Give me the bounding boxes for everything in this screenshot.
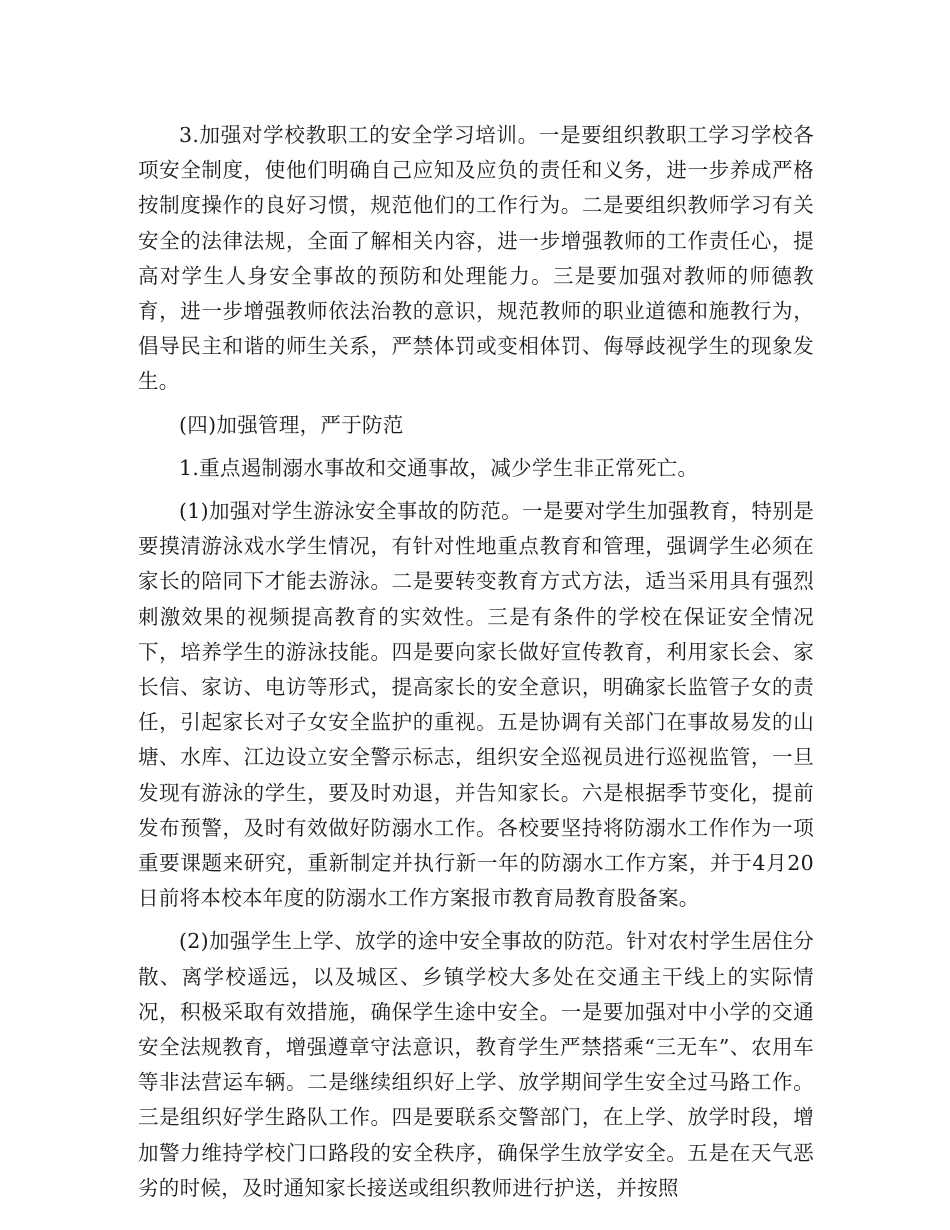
document-body (138, 118, 814, 1214)
paragraph-accident-prevention: 1.重点遏制溺水事故和交通事故，减少学生非正常死亡。 (179, 455, 699, 480)
paragraph-staff-training: 3.加强对学校教职工的安全学习培训。一是要组织教职工学习学校各项安全制度，使他们明确自己应知及应负的责任和义务，进一步养成严格按制度操作的良好习惯，规范他们的工作行为。二是要组织教师学习有关安全的法律法规，全面了解相关内容，进一步增强教师的工作责任心，提高对学生人身安全事故的预防和处理能力。三是要加强对教师的师德教育，进一步增强教师依法治教的意识，规范教师的职业道德和施教行为，倡导民主和谐的师生关系，严禁体罚或变相体罚、侮辱歧视学生的现象发生。 (138, 123, 814, 394)
paragraph-commute-safety: (2)加强学生上学、放学的途中安全事故的防范。针对农村学生居住分散、离学校遥远，以及城区、乡镇学校大多处在交通主干线上的实际情况，积极采取有效措施，确保学生途中安全。一是要加强对中小学的交通安全法规教育，增强遵章守法意识，教育学生严禁搭乘“三无车”、农用车等非法营运车辆。二是继续组织好上学、放学期间学生安全过马路工作。三是组织好学生路队工作。四是要联系交警部门，在上学、放学时段，增加警力维持学校门口路段的安全秩序，确保学生放学安全。五是在天气恶劣的时候，及时通知家长接送或组织教师进行护送，并按照 (138, 929, 814, 1200)
section-heading-management: (四)加强管理，严于防范 (179, 412, 404, 437)
paragraph-swimming-safety: (1)加强对学生游泳安全事故的防范。一是要对学生加强教育，特别是要摸清游泳戏水学生情况，有针对性地重点教育和管理，强调学生必须在家长的陪同下才能去游泳。二是要转变教育方式方法，适当采用具有强烈刺激效果的视频提高教育的实效性。三是有条件的学校在保证安全情况下，培养学生的游泳技能。四是要向家长做好宣传教育，利用家长会、家长信、家访、电访等形式，提高家长的安全意识，明确家长监管子女的责任，引起家长对子女安全监护的重视。五是协调有关部门在事故易发的山塘、水库、江边设立安全警示标志，组织安全巡视员进行巡视监管，一旦发现有游泳的学生，要及时劝退，并告知家长。六是根据季节变化，提前发布预警，及时有效做好防溺水工作。各校要坚持将防溺水工作作为一项重要课题来研究，重新制定并执行新一年的防溺水工作方案，并于4月20日前将本校本年度的防溺水工作方案报市教育局教育股备案。 (138, 499, 814, 911)
